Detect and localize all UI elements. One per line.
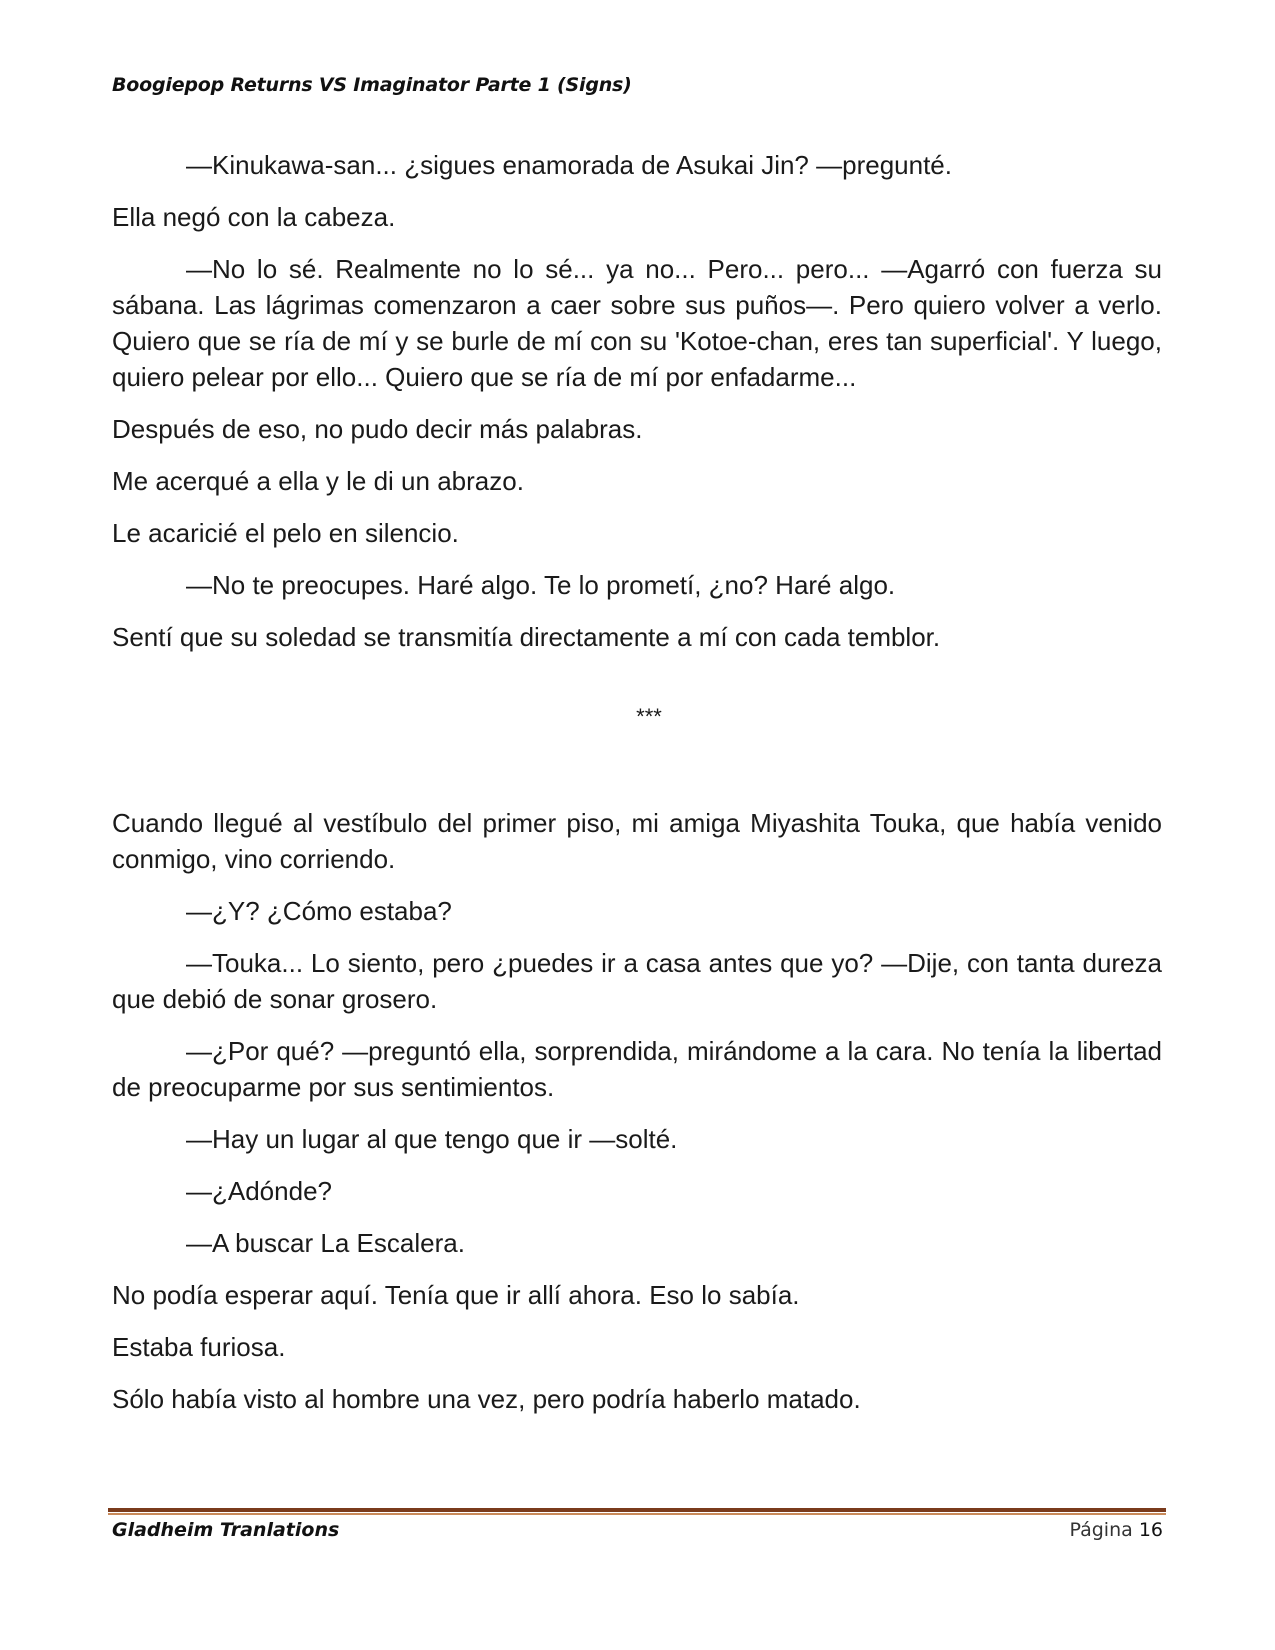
body-section-2 (112, 805, 1162, 1417)
paragraph: —¿Adónde? (186, 1176, 332, 1206)
footer-rule (108, 1508, 1166, 1515)
paragraph: —Touka... Lo siento, pero ¿puedes ir a casa antes que yo? —Dije, con tanta dureza que debió de sonar grosero. (112, 948, 1162, 1014)
paragraph: Después de eso, no pudo decir más palabras. (112, 414, 643, 444)
footer-page-number (1069, 1519, 1163, 1541)
section-separator: *** (636, 704, 662, 729)
footer-rule-thin (108, 1513, 1166, 1515)
body-text (112, 147, 1162, 1433)
paragraph: Me acerqué a ella y le di un abrazo. (112, 466, 524, 496)
body-section-1 (112, 147, 1162, 655)
paragraph: Ella negó con la cabeza. (112, 202, 396, 232)
paragraph: Le acaricié el pelo en silencio. (112, 518, 459, 548)
paragraph: Cuando llegué al vestíbulo del primer piso, mi amiga Miyashita Touka, que había venido conmigo, vino corriendo. (112, 808, 1162, 874)
paragraph: —A buscar La Escalera. (186, 1228, 465, 1258)
paragraph: Estaba furiosa. (112, 1332, 286, 1362)
footer-rule-thick (108, 1508, 1166, 1512)
paragraph: —No te preocupes. Haré algo. Te lo prometí, ¿no? Haré algo. (186, 570, 896, 600)
paragraph: Sentí que su soledad se transmitía directamente a mí con cada temblor. (112, 622, 941, 652)
paragraph: No podía esperar aquí. Tenía que ir allí ahora. Eso lo sabía. (112, 1280, 800, 1310)
page-number: 16 (1138, 1519, 1163, 1541)
paragraph: —Kinukawa-san... ¿sigues enamorada de Asukai Jin? —pregunté. (186, 150, 952, 180)
paragraph: Sólo había visto al hombre una vez, pero podría haberlo matado. (112, 1384, 861, 1414)
footer-publisher: Gladheim Tranlations (112, 1519, 340, 1541)
paragraph: —¿Y? ¿Cómo estaba? (186, 896, 452, 926)
running-header-title: Boogiepop Returns VS Imaginator Parte 1 (Signs) (112, 74, 632, 96)
paragraph: —Hay un lugar al que tengo que ir —solté. (186, 1124, 678, 1154)
paragraph: —No lo sé. Realmente no lo sé... ya no... Pero... pero... —Agarró con fuerza su sábana. Las lágrimas comenzaron a caer sobre sus puños—. Pero quiero volver a verlo. Quiero que se ría de mí y se burle de mí con su 'Kotoe-chan, eres tan superficial'. Y luego, quiero pelear por ello... Quiero que se ría de mí por enfadarme... (112, 254, 1162, 392)
page-label: Página (1069, 1519, 1133, 1541)
paragraph: —¿Por qué? —preguntó ella, sorprendida, mirándome a la cara. No tenía la libertad de preocuparme por sus sentimientos. (112, 1036, 1162, 1102)
